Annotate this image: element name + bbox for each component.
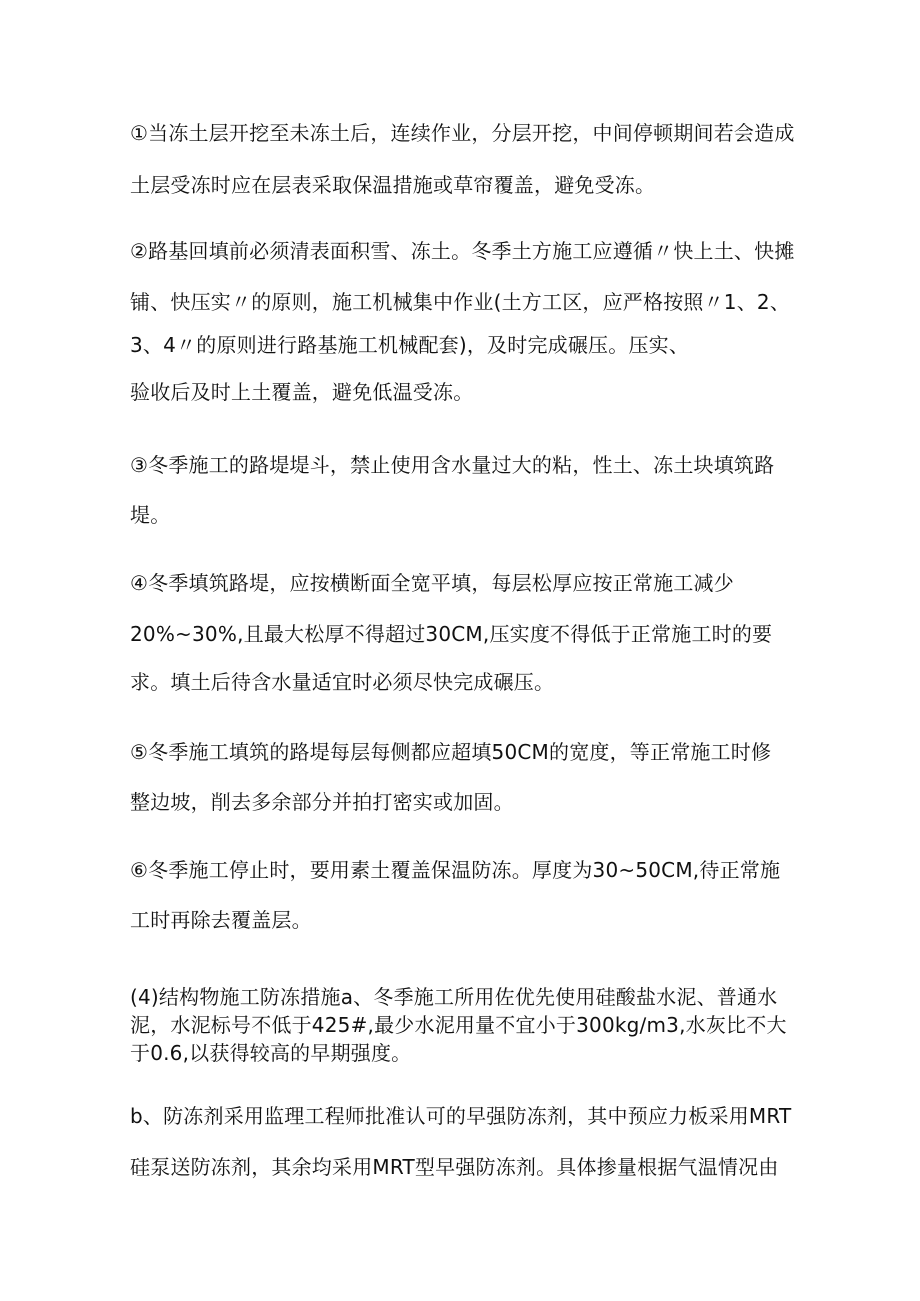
paragraph-1-line-2: 土层受冻时应在层表采取保温措施或草帘覆盖，避免受冻。: [130, 173, 656, 197]
paragraph-2-line-3: 3、4〃的原则进行路基施工机械配套)，及时完成碾压。压实、: [130, 333, 690, 357]
paragraph-3-line-1: ③冬季施工的路堤堤斗，禁止使用含水量过大的粘，性土、冻土块填筑路: [130, 453, 775, 477]
paragraph-4-line-1: ④冬季填筑路堤，应按横断面全宽平填，每层松厚应按正常施工减少: [130, 571, 734, 595]
paragraph-4-line-3: 求。填土后待含水量适宜时必须尽快完成碾压。: [130, 670, 555, 694]
paragraph-7-line-1: (4)结构物施工防冻措施a、冬季施工所用佐优先使用硅酸盐水泥、普通水: [130, 985, 778, 1009]
paragraph-6-line-2: 工时再除去覆盖层。: [130, 908, 312, 932]
paragraph-4-line-2: 20%~30%,且最大松厚不得超过30CM,压实度不得低于正常施工时的要: [130, 622, 773, 646]
paragraph-2-line-4: 验收后及时上土覆盖，避免低温受冻。: [130, 380, 474, 404]
paragraph-7-line-3: 于0.6,以获得较高的早期强度。: [130, 1041, 412, 1065]
paragraph-2-line-1: ②路基回填前必须清表面积雪、冻土。冬季土方施工应遵循〃快上土、快摊: [130, 239, 795, 263]
paragraph-5-line-1: ⑤冬季施工填筑的路堤每层每侧都应超填50CM的宽度，等正常施工时修: [130, 740, 772, 764]
paragraph-2-line-2: 铺、快压实〃的原则，施工机械集中作业(土方工区，应严格按照〃1、2、: [130, 290, 791, 314]
paragraph-8-line-1: b、防冻剂采用监理工程师批准认可的早强防冻剂，其中预应力板采用MRT: [130, 1104, 792, 1128]
paragraph-6-line-1: ⑥冬季施工停止时，要用素土覆盖保温防冻。厚度为30~50CM,待正常施: [130, 858, 781, 882]
paragraph-7-line-2: 泥，水泥标号不低于425#,最少水泥用量不宜小于300kg∕m3,水灰比不大: [130, 1013, 787, 1037]
paragraph-5-line-2: 整边坡，削去多余部分并拍打密实或加固。: [130, 790, 514, 814]
paragraph-3-line-2: 堤。: [130, 503, 171, 527]
paragraph-1-line-1: ①当冻土层开挖至未冻土后，连续作业，分层开挖，中间停顿期间若会造成: [130, 121, 795, 145]
paragraph-8-line-2: 硅泵送防冻剂，其余均采用MRT型早强防冻剂。具体掺量根据气温情况由: [130, 1155, 779, 1179]
